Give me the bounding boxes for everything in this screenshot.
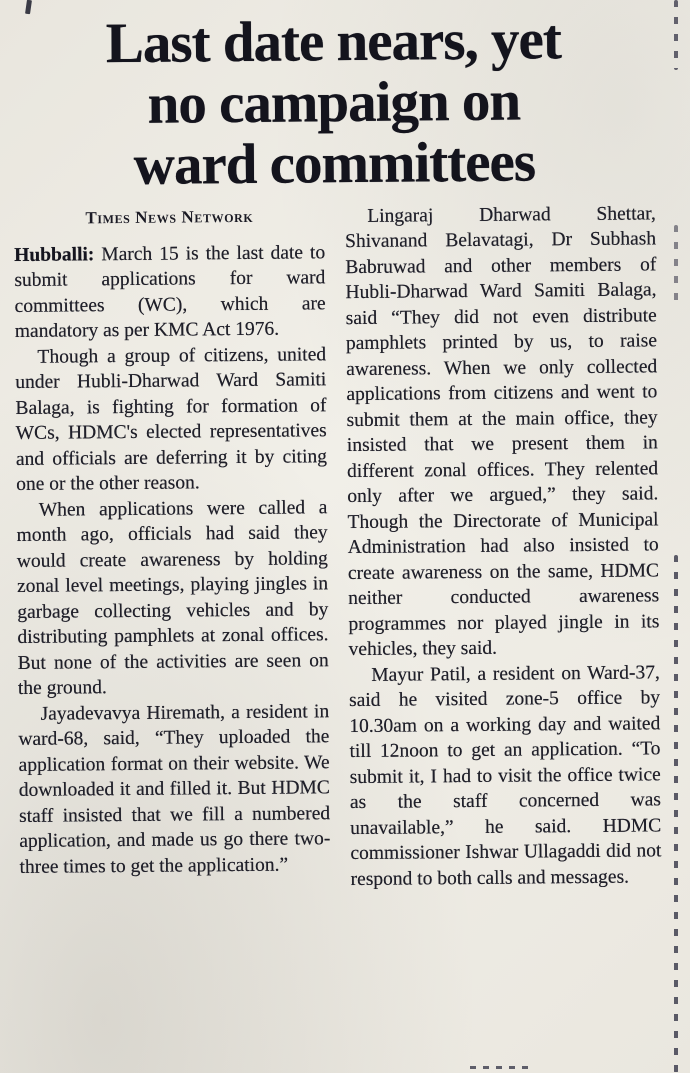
headline-line: Last date nears, yet — [105, 8, 562, 76]
byline: Times News Network — [85, 206, 254, 228]
headline-line: ward committees — [133, 130, 536, 197]
article — [8, 0, 667, 1037]
headline-line: no campaign on — [147, 69, 521, 136]
scan-edge-dots — [674, 225, 678, 305]
scan-edge-dots — [470, 1066, 530, 1069]
dateline: Hubballi: — [14, 244, 95, 266]
paragraph: Though a group of citizens, united under Hubli-Dharwad Ward Samiti Balaga, is fighting for formation of WCs, HDMC's elected representatives and officials are deferring it by citing one or the other reason. — [15, 344, 328, 496]
column-left — [14, 204, 332, 1037]
paragraph: Lingaraj Dharwad Shettar, Shivanand Belavatagi, Dr Subhash Babruwad and other members of Hubli-Dharwad Ward Samiti Balaga, said “They did not even distribute pamphlets printed by us, to raise awareness. When we only collected applications from citizens and went to submit them at the main office, they insisted that we present them in different zonal offices. They relented only after we argued,” they said. Though the Directorate of Municipal Administration had also insisted to create awareness on the same, HDMC neither conducted awareness programmes nor played jingle in its vehicles, they said. — [344, 203, 660, 661]
scan-edge-dots — [674, 0, 678, 70]
article-headline — [14, 8, 654, 197]
column-right — [345, 201, 663, 1034]
paragraph: Jayadevavya Hiremath, a resident in ward-68, said, “They uploaded the application format on their website. We downloaded it and filled it. But HDMC staff insisted that we fill a numbered application, and made us go there two-three times to get the application.” — [18, 701, 331, 878]
paragraph: Mayur Patil, a resident on Ward-37, said he visited zone-5 office by 10.30am on a working day and waited till 12noon to get an application. “To submit it, I had to visit the office twice as the staff concerned was unavailable,” he said. HDMC commissioner Ishwar Ullagaddi did not respond to both calls and messages. — [348, 662, 662, 890]
article-body — [10, 201, 667, 1037]
paragraph: When applications were called a month ago, officials had said they would create awareness by holding zonal level meetings, playing jingles in garbage collecting vehicles and by distributing pamphlets at zonal offices. But none of the activities are seen on the ground. — [16, 497, 329, 700]
paragraph-text: March 15 is the last date to submit applications for ward committees (WC), which are mandatory as per KMC Act 1976. — [14, 242, 326, 343]
paragraph — [14, 240, 326, 345]
scan-edge-dots — [674, 555, 678, 1073]
